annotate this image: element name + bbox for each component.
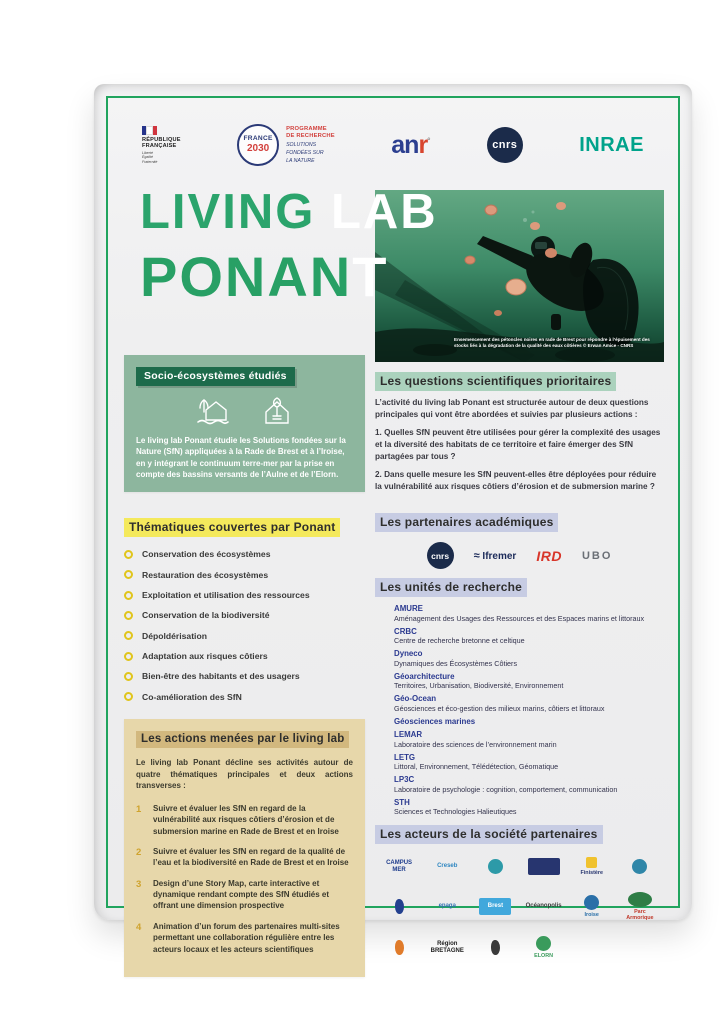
partner-logos-grid (375, 855, 664, 961)
unit-name: LP3C (394, 775, 415, 785)
action-item (136, 803, 353, 837)
partner-logo (395, 899, 404, 914)
theme-item (124, 651, 365, 661)
partner-logo (395, 940, 404, 955)
partner-logo (528, 858, 560, 875)
action-number: 1 (136, 803, 142, 815)
photo-caption: Ensemencement des pétoncles noires en rade de Brest pour répondre à l’épuisement des stocks liés à la dégradation de la qualité des eaux côtières © Erwan Amice - CNRS (454, 336, 650, 348)
partner-logo (581, 857, 603, 876)
socio-ecosystems-text: Le living lab Ponant étudie les Solutions fondées sur la Nature (SfN) appliquées à la Rade de Brest et à l’Iroise, en y intégrant le continuum terre-mer par la prise en compte des bassins versants de l’Aulne et de l’Elorn. (136, 436, 346, 480)
header-logos-row (142, 124, 644, 166)
action-text: Design d’une Story Map, carte interactive et dynamique rendant compte des SfN étudiés et offrant une dimension prospective (153, 878, 330, 911)
actions-box (124, 719, 365, 977)
unit-desc: Laboratoire des sciences de l’environnement marin (394, 739, 557, 749)
research-unit (394, 730, 664, 748)
action-number: 2 (136, 847, 142, 859)
partner-logo-icon (395, 899, 404, 914)
academic-partners-section (375, 513, 664, 569)
research-unit (394, 672, 664, 690)
unit-name: LEMAR (394, 730, 423, 740)
republique-line2: FRANÇAISE (142, 142, 177, 149)
france-2030-logo (237, 124, 335, 166)
partner-logo-label: Finistère (580, 870, 603, 877)
unit-name: LETG (394, 752, 416, 762)
research-unit (394, 649, 664, 667)
unit-name: Géosciences marines (394, 716, 476, 726)
academic-logos-row (375, 542, 664, 569)
action-item (136, 846, 353, 869)
bullet-ring-icon (124, 591, 133, 600)
theme-label: Co-amélioration des SfN (142, 691, 242, 702)
republique-line1: RÉPUBLIQUE (142, 136, 181, 143)
theme-item (124, 692, 365, 702)
french-flag-icon (142, 126, 157, 135)
ubo-logo: UBO (581, 549, 613, 562)
questions-heading: Les questions scientifiques prioritaires (375, 372, 664, 390)
partner-logo-icon (584, 895, 599, 910)
research-unit (394, 753, 664, 771)
theme-label: Restauration des écosystèmes (142, 569, 269, 580)
partner-logo-icon (528, 858, 560, 875)
action-text: Animation d’un forum des partenaires multi-sites permettant une collaboration régulière entre les acteurs locaux et les acteurs scientifiques (153, 921, 340, 954)
ird-logo: IRD (536, 547, 562, 564)
ifremer-logo: ≈ Ifremer (473, 549, 517, 562)
theme-item (124, 631, 365, 641)
unit-name: STH (394, 797, 410, 807)
theme-item (124, 549, 365, 559)
unit-name: Dyneco (394, 649, 423, 659)
partner-logo-icon (628, 892, 652, 907)
partner-logo-icon (586, 857, 597, 868)
partner-logo-icon (536, 936, 551, 951)
theme-label: Dépoldérisation (142, 630, 207, 641)
unit-desc: Sciences et Technologies Halieutiques (394, 807, 517, 817)
unit-name: Géoarchitecture (394, 671, 455, 681)
themes-heading: Thématiques couvertes par Ponant (124, 518, 365, 536)
partner-logo-label: epaga (438, 902, 456, 909)
republique-name (142, 137, 181, 149)
research-units-section (375, 578, 664, 816)
unit-desc: Aménagement des Usages des Ressources et des Espaces marins et littoraux (394, 613, 645, 623)
action-text: Suivre et évaluer les SfN en regard de la vulnérabilité aux risques côtiers d’érosion et de submersion marine en Rade de Brest et en Iroise (153, 803, 339, 836)
partner-logo (437, 863, 457, 870)
research-units-heading: Les unités de recherche (375, 578, 664, 596)
unit-desc: Centre de recherche bretonne et celtique (394, 636, 525, 646)
questions-section (375, 372, 664, 492)
bullet-ring-icon (124, 550, 133, 559)
partner-logo (632, 859, 647, 874)
partner-logo (534, 936, 553, 959)
partner-logo (620, 892, 660, 921)
page-title (140, 185, 438, 308)
research-unit (394, 604, 664, 622)
right-column (375, 372, 664, 961)
theme-label: Bien-être des habitants et des usagers (142, 671, 300, 682)
unit-name: Géo-Ocean (394, 694, 437, 704)
socio-ecosystems-box (124, 355, 365, 492)
academic-partners-heading: Les partenaires académiques (375, 513, 664, 531)
unit-desc: Laboratoire de psychologie : cognition, comportement, communication (394, 784, 618, 794)
partner-logo-icon (488, 859, 503, 874)
theme-item (124, 570, 365, 580)
research-unit (394, 694, 664, 712)
partner-logo-label: Iroise (584, 911, 599, 918)
research-units-list (375, 604, 664, 816)
france-2030-program-text: PROGRAMME DE RECHERCHE SOLUTIONS FONDÉES SUR LA NATURE (286, 125, 335, 165)
theme-item (124, 590, 365, 600)
question-1: 1. Quelles SfN peuvent être utilisées pour gérer la complexité des usages et la diversité des habitats de ce territoire et faire émerger des SfN partagées par tous ? (375, 428, 661, 461)
partner-logo (427, 941, 467, 955)
theme-item (124, 671, 365, 681)
society-actors-section (375, 825, 664, 961)
unit-desc: Territoires, Urbanisation, Biodiversité, Environnement (394, 681, 564, 691)
socio-icons-row (136, 396, 353, 426)
theme-label: Conservation de la biodiversité (142, 610, 270, 621)
research-unit (394, 627, 664, 645)
inrae-logo: INRAE (579, 134, 644, 156)
partner-logo-label: Creseb (437, 863, 458, 870)
theme-label: Conservation des écosystèmes (142, 549, 271, 560)
unit-desc: Géosciences et éco-gestion des milieux marins, côtiers et littoraux (394, 703, 605, 713)
action-number: 3 (136, 878, 142, 890)
unit-name: CRBC (394, 626, 417, 636)
poster (94, 84, 692, 959)
themes-list (124, 549, 365, 702)
action-item (136, 878, 353, 912)
actions-list (136, 803, 353, 955)
unit-desc: Dynamiques des Écosystèmes Côtiers (394, 658, 518, 668)
title-line1: LIVING LAB (140, 185, 438, 239)
left-column (124, 355, 365, 977)
partner-logo-label: ELORN (534, 952, 554, 959)
title-line2: PONANT (140, 245, 389, 308)
socio-ecosystems-title: Socio-écosystèmes étudiés (136, 367, 295, 386)
partner-logo-label: Région BRETAGNE (430, 940, 464, 954)
bullet-ring-icon (124, 692, 133, 701)
question-2: 2. Dans quelle mesure les SfN peuvent-elles être déployées pour réduire la vulnérabilité aux risques côtiers d’érosion et de submersion marine ? (375, 470, 657, 491)
research-unit (394, 775, 664, 793)
partner-logo-icon (491, 940, 500, 955)
actions-intro: Le living lab Ponant décline ses activités autour de quatre thématiques principales et deux actions transverses : (136, 758, 353, 791)
cnrs-logo: cnrs (487, 127, 523, 163)
bullet-ring-icon (124, 611, 133, 620)
partner-logo (584, 895, 599, 918)
bullet-ring-icon (124, 652, 133, 661)
research-unit (394, 798, 664, 816)
theme-item (124, 610, 365, 620)
theme-label: Adaptation aux risques côtiers (142, 651, 268, 661)
house-tree-icon (260, 396, 294, 426)
society-actors-heading: Les acteurs de la société partenaires (375, 825, 664, 843)
bullet-ring-icon (124, 570, 133, 579)
anr-logo: anr° (391, 130, 431, 159)
partner-logo-icon (632, 859, 647, 874)
wave-icon: ≈ (473, 549, 480, 562)
unit-desc: Littoral, Environnement, Télédétection, Géomatique (394, 762, 559, 772)
bullet-ring-icon (124, 631, 133, 640)
research-unit (394, 717, 664, 726)
action-item (136, 921, 353, 955)
cnrs-partner-logo: cnrs (427, 542, 454, 569)
partner-logo-label: CAMPUS MER (386, 860, 413, 873)
partner-logo (491, 940, 500, 955)
themes-section (124, 518, 365, 702)
partner-logo-label: Parc Armorique (626, 908, 654, 921)
republique-francaise-logo (142, 126, 181, 165)
partner-logo (488, 859, 503, 874)
theme-label: Exploitation et utilisation des ressources (142, 590, 310, 601)
actions-heading: Les actions menées par le living lab (136, 731, 353, 748)
action-number: 4 (136, 921, 142, 933)
republique-motto: Liberté Égalité Fraternité (142, 150, 158, 164)
partner-logo (439, 903, 456, 910)
partner-logo-label: Océanopolis (525, 902, 562, 909)
bullet-ring-icon (124, 672, 133, 681)
france-2030-circle-icon: FRANCE 2030 (237, 124, 279, 166)
partner-logo (379, 860, 419, 874)
partner-logo (526, 903, 562, 910)
unit-name: AMURE (394, 604, 423, 614)
partner-logo-icon: Brest (479, 898, 511, 915)
partner-logo-icon (395, 940, 404, 955)
questions-intro: L’activité du living lab Ponant est structurée autour de deux questions principales qui vont être abordées et suivies par plusieurs actions : (375, 398, 649, 419)
land-sea-icon (196, 396, 230, 426)
action-text: Suivre et évaluer les SfN en regard de la qualité de l’eau et la biodiversité en Rade de Brest et en Iroise (153, 847, 349, 868)
partner-logo (479, 898, 511, 915)
